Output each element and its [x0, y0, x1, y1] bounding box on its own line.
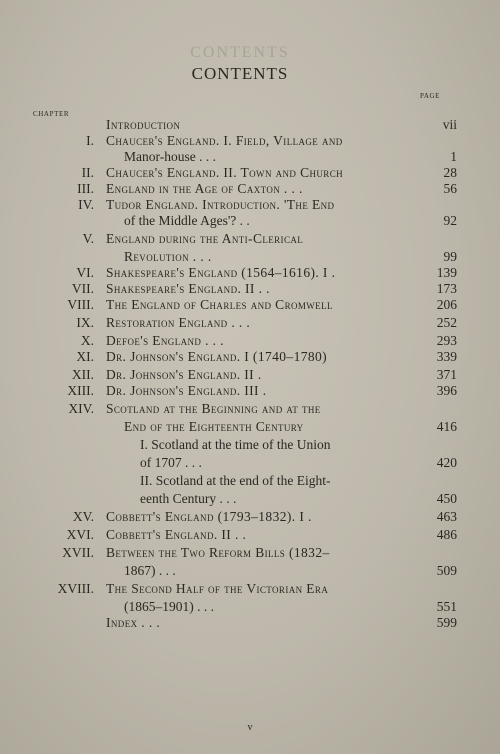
chapter-title: Between the Two Reform Bills (1832–	[106, 545, 330, 560]
chapter-number: VII.	[71, 281, 94, 296]
chapter-number: XVIII.	[57, 581, 94, 596]
chapter-title: of 1707 . . .	[140, 455, 202, 470]
page-ref: vii	[442, 117, 457, 132]
chapter-number: XI.	[76, 349, 94, 364]
chapter-number: II.	[81, 165, 94, 180]
chapter-title: Dr. Johnson's England. II .	[106, 367, 262, 382]
page-ref: 486	[436, 527, 457, 542]
toc-entry	[0, 400, 500, 418]
page-title: CONTENTS	[191, 64, 289, 83]
chapter-title: Cobbett's England. II . .	[106, 527, 247, 542]
chapter-title: Dr. Johnson's England. III .	[106, 383, 267, 398]
chapter-title: Shakespeare's England (1564–1616). I .	[106, 265, 336, 280]
page-ref: 56	[443, 181, 457, 196]
toc-entry	[0, 454, 500, 472]
page-ref: 599	[436, 615, 457, 630]
chapter-title: Chaucer's England. II. Town and Church	[106, 165, 344, 180]
chapter-title: The Second Half of the Victorian Era	[106, 581, 329, 596]
chapter-number: III.	[77, 181, 94, 196]
chapter-title: England during the Anti-Clerical	[106, 231, 304, 246]
chapter-title: England in the Age of Caxton . . .	[106, 181, 303, 196]
chapter-column-heading: CHAPTER	[33, 110, 70, 118]
chapter-number: XV.	[72, 509, 94, 524]
toc-entry	[0, 526, 500, 544]
page-ref: 206	[436, 297, 457, 312]
chapter-title: End of the Eighteenth Century	[124, 419, 304, 434]
page-ref: 420	[436, 455, 457, 470]
page-ref: 450	[436, 491, 457, 506]
chapter-title: Shakespeare's England. II . .	[106, 281, 270, 296]
page-number: v	[247, 722, 253, 733]
chapter-number: XIII.	[67, 383, 94, 398]
toc-entry	[0, 418, 500, 436]
chapter-number: IV.	[78, 197, 94, 212]
chapter-title: Restoration England . . .	[106, 315, 251, 330]
chapter-title: Scotland at the Beginning and at the	[106, 401, 321, 416]
chapter-title: Manor-house . . .	[124, 149, 216, 164]
page-ref: 28	[443, 165, 457, 180]
toc-entry	[0, 614, 500, 632]
toc-entry	[0, 472, 500, 490]
chapter-number: V.	[82, 231, 94, 246]
page-ref: 416	[436, 419, 457, 434]
chapter-number: XIV.	[68, 401, 94, 416]
chapter-title: II. Scotland at the end of the Eight-	[140, 473, 331, 488]
chapter-number: XII.	[71, 367, 94, 382]
toc-entry	[0, 348, 500, 366]
page-ref: 551	[436, 599, 457, 614]
chapter-title: Defoe's England . . .	[106, 333, 224, 348]
page-ref: 1	[450, 149, 457, 164]
chapter-title: Dr. Johnson's England. I (1740–1780)	[106, 349, 328, 364]
toc-entry	[0, 580, 500, 598]
page-ref: 99	[443, 249, 457, 264]
chapter-title: eenth Century . . .	[140, 491, 237, 506]
chapter-title: 1867) . . .	[124, 563, 176, 578]
chapter-number: VIII.	[67, 297, 94, 312]
chapter-number: I.	[86, 133, 94, 148]
page-ref: 339	[436, 349, 457, 364]
toc-entry	[0, 314, 500, 332]
chapter-title: (1865–1901) . . .	[124, 599, 214, 614]
chapter-number: XVI.	[66, 527, 94, 542]
toc-entry	[0, 562, 500, 580]
bleed-through-text: CONTENTS	[190, 44, 290, 61]
page-ref: 509	[436, 563, 457, 578]
page-ref: 252	[436, 315, 457, 330]
chapter-number: X.	[80, 333, 94, 348]
chapter-title: Revolution . . .	[124, 249, 212, 264]
toc-entry	[0, 382, 500, 400]
page-ref: 139	[436, 265, 457, 280]
chapter-title: of the Middle Ages'? . .	[124, 213, 250, 228]
toc-entry	[0, 212, 500, 230]
chapter-title: Chaucer's England. I. Field, Village and	[106, 133, 343, 148]
toc-entry	[0, 544, 500, 562]
chapter-title: Index . . .	[106, 615, 161, 630]
toc-entry	[0, 490, 500, 508]
chapter-number: VI.	[76, 265, 94, 280]
chapter-title: The England of Charles and Cromwell	[106, 297, 333, 312]
toc-entry	[0, 508, 500, 526]
page-ref: 463	[436, 509, 457, 524]
page-ref: 173	[436, 281, 457, 296]
page-ref: 371	[436, 367, 457, 382]
toc-entry	[0, 296, 500, 314]
chapter-title: Tudor England. Introduction. 'The End	[106, 197, 335, 212]
page-ref: 92	[443, 213, 457, 228]
page-ref: 396	[436, 383, 457, 398]
chapter-number: XVII.	[62, 545, 94, 560]
toc-entry	[0, 436, 500, 454]
chapter-number: IX.	[76, 315, 94, 330]
chapter-title: I. Scotland at the time of the Union	[140, 437, 331, 452]
chapter-title: Cobbett's England (1793–1832). I .	[106, 509, 312, 524]
page-ref: 293	[436, 333, 457, 348]
toc-entry	[0, 230, 500, 248]
page-column-heading: PAGE	[420, 92, 441, 100]
chapter-title: Introduction	[106, 117, 181, 132]
